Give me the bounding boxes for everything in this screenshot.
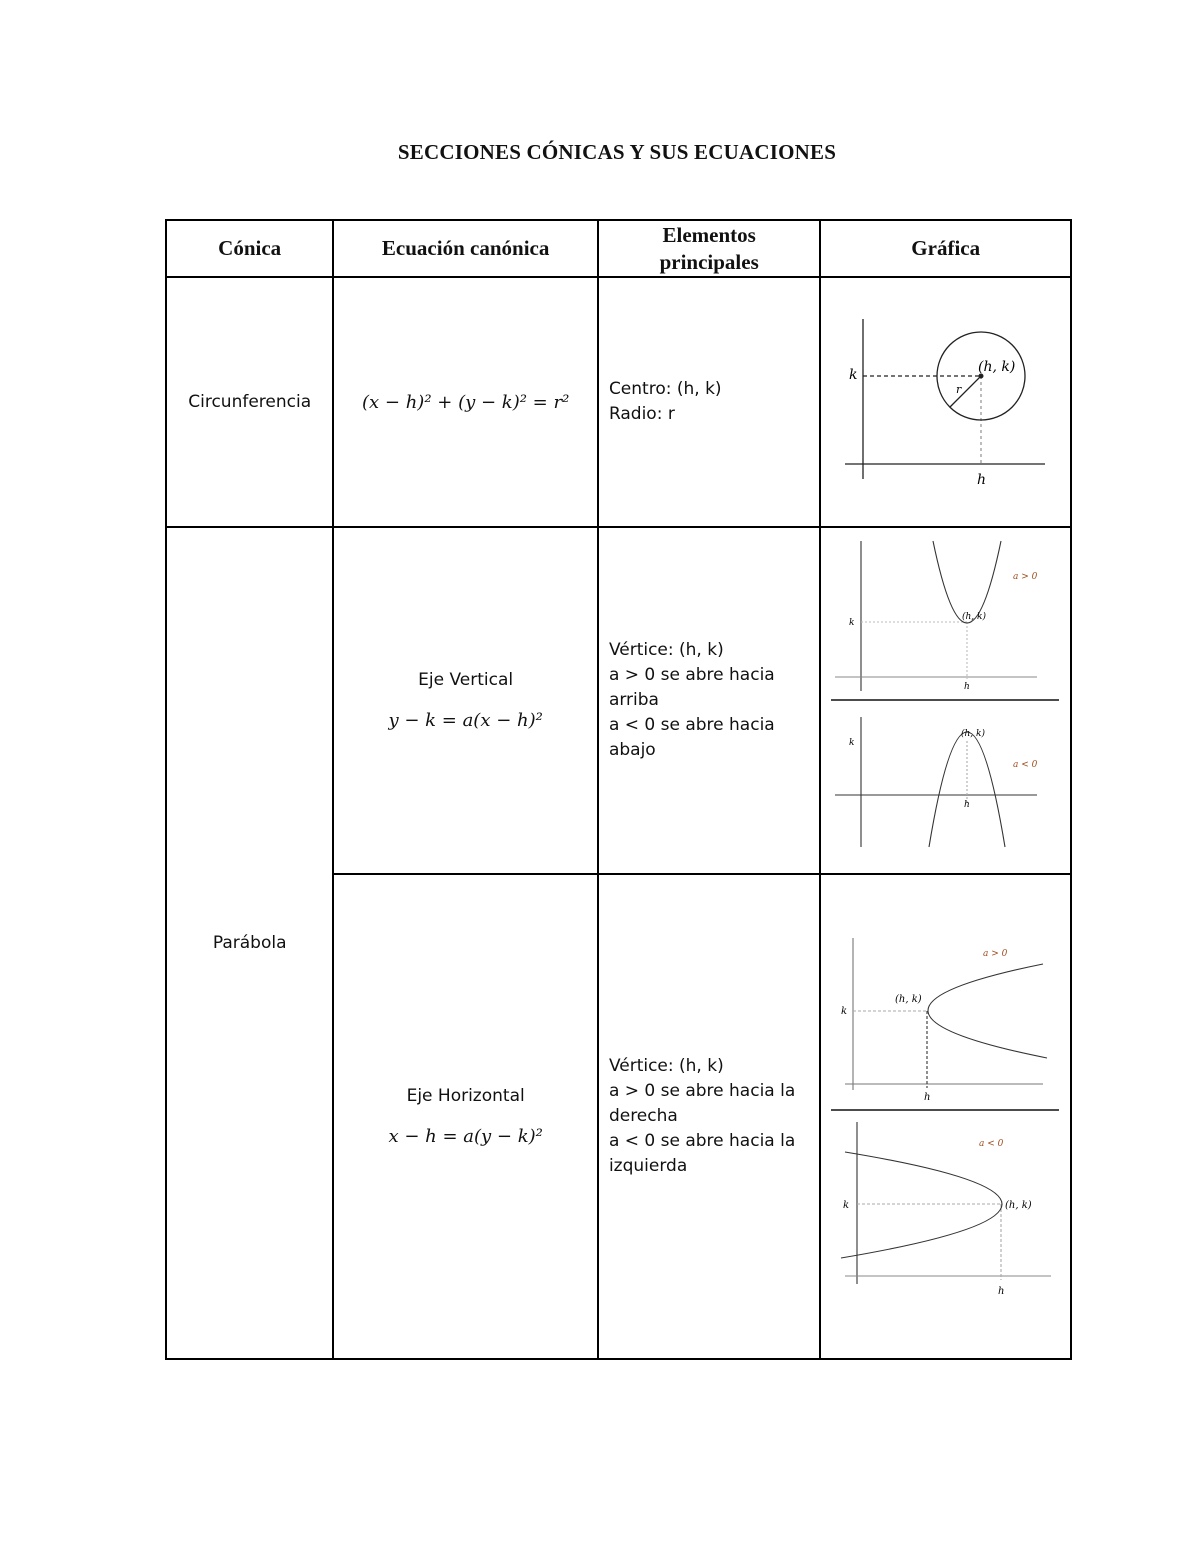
circle-graph-svg bbox=[821, 279, 1069, 525]
table-row-parabola-vertical bbox=[166, 527, 1071, 874]
left-label-h: h bbox=[998, 1286, 1005, 1297]
equation-circunferencia bbox=[333, 277, 598, 527]
header-elementos-line2: principales bbox=[659, 249, 759, 274]
element-aneg-v: a < 0 se abre hacia bbox=[608, 715, 775, 735]
element-aneg-h-dir: izquierda bbox=[608, 1156, 688, 1176]
graph-circunferencia bbox=[820, 277, 1071, 527]
up-label-k: k bbox=[849, 618, 855, 628]
element-radio: Radio: r bbox=[608, 404, 675, 424]
axis-label-horizontal: Eje Horizontal bbox=[406, 1086, 525, 1106]
up-label-h: h bbox=[964, 682, 971, 692]
page-title: SECCIONES CÓNICAS Y SUS ECUACIONES bbox=[397, 140, 837, 164]
header-elementos bbox=[598, 220, 820, 277]
graph-parabola-vertical bbox=[820, 527, 1071, 874]
element-vertice-h: Vértice: (h, k) bbox=[608, 1056, 724, 1076]
formula-circunferencia: (x − h)² + (y − k)² = r² bbox=[362, 391, 570, 413]
elements-parabola-horizontal bbox=[598, 874, 820, 1359]
right-label-vertex: (h, k) bbox=[895, 994, 923, 1005]
axis-label-vertical: Eje Vertical bbox=[418, 670, 514, 690]
table-row-circunferencia bbox=[166, 277, 1071, 527]
header-conica: Cónica bbox=[166, 220, 333, 277]
element-apos-h-dir: derecha bbox=[608, 1106, 678, 1126]
equation-parabola-horizontal bbox=[333, 874, 598, 1359]
right-parabola-curve bbox=[928, 964, 1047, 1058]
element-apos-h: a > 0 se abre hacia la bbox=[608, 1081, 796, 1101]
right-label-k: k bbox=[841, 1006, 848, 1017]
header-grafica: Gráfica bbox=[820, 220, 1071, 277]
down-label-k: k bbox=[849, 738, 855, 748]
elements-circunferencia bbox=[598, 277, 820, 527]
formula-parabola-vertical: y − k = a(x − h)² bbox=[388, 710, 543, 731]
element-aneg-v-dir: abajo bbox=[608, 740, 656, 760]
element-apos-v-dir: arriba bbox=[608, 690, 659, 710]
left-parabola-curve bbox=[841, 1152, 1002, 1258]
up-label-a: a > 0 bbox=[1013, 572, 1038, 582]
table-header-row bbox=[166, 220, 1071, 277]
element-aneg-h: a < 0 se abre hacia la bbox=[608, 1131, 796, 1151]
conics-table bbox=[165, 219, 1072, 1360]
element-apos-v: a > 0 se abre hacia bbox=[608, 665, 775, 685]
elements-parabola-vertical bbox=[598, 527, 820, 874]
label-k: k bbox=[849, 367, 858, 383]
formula-parabola-horizontal: x − h = a(y − k)² bbox=[388, 1126, 543, 1147]
left-label-k: k bbox=[843, 1200, 850, 1211]
upward-parabola-curve bbox=[933, 541, 1001, 623]
conic-name-parabola: Parábola bbox=[166, 527, 333, 1359]
down-label-a: a < 0 bbox=[1013, 760, 1038, 770]
graph-parabola-horizontal bbox=[820, 874, 1071, 1359]
header-ecuacion: Ecuación canónica bbox=[333, 220, 598, 277]
down-label-vertex: (h, k) bbox=[961, 729, 986, 739]
up-label-vertex: (h, k) bbox=[962, 612, 987, 622]
radius-line bbox=[950, 376, 981, 407]
right-label-a: a > 0 bbox=[983, 949, 1008, 959]
horizontal-parabola-svg bbox=[821, 876, 1069, 1357]
down-label-h: h bbox=[964, 800, 971, 810]
label-h: h bbox=[977, 472, 987, 488]
element-vertice-v: Vértice: (h, k) bbox=[608, 640, 724, 660]
right-label-h: h bbox=[924, 1092, 931, 1103]
equation-parabola-vertical bbox=[333, 527, 598, 874]
vertical-parabola-svg bbox=[821, 529, 1069, 872]
header-elementos-line1: Elementos bbox=[662, 222, 756, 247]
left-label-vertex: (h, k) bbox=[1005, 1200, 1033, 1211]
left-label-a: a < 0 bbox=[979, 1139, 1004, 1149]
element-centro: Centro: (h, k) bbox=[608, 379, 722, 399]
conic-name-circunferencia: Circunferencia bbox=[166, 277, 333, 527]
label-center: (h, k) bbox=[978, 359, 1016, 375]
label-r: r bbox=[956, 383, 962, 396]
